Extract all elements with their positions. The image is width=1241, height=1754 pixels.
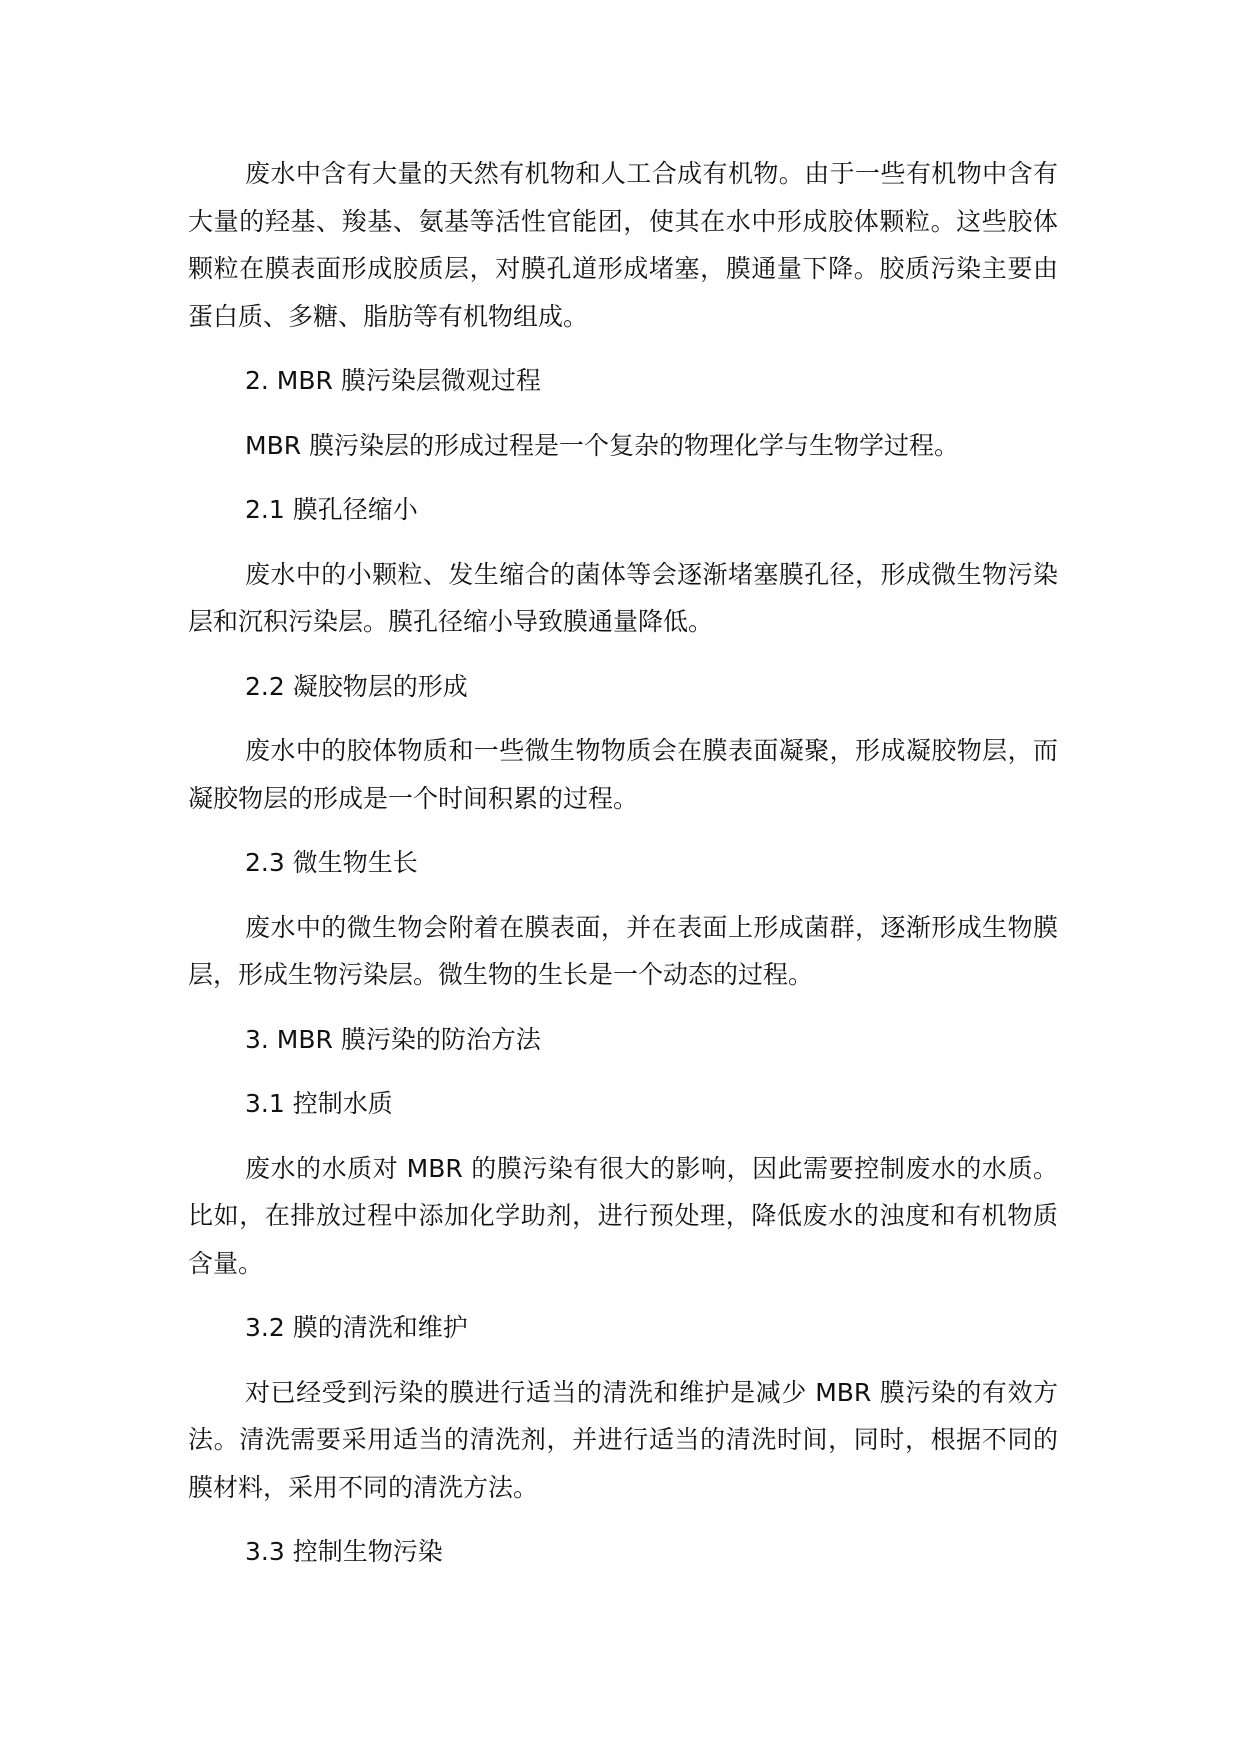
paragraph-section-2-2: 废水中的胶体物质和一些微生物物质会在膜表面凝聚，形成凝胶物层，而凝胶物层的形成是一个时间积累的过程。: [188, 736, 1058, 813]
heading-section-3-1: 3.1 控制水质: [245, 1089, 393, 1118]
heading-section-2-3: 2.3 微生物生长: [245, 848, 418, 877]
paragraph-section-2-intro: MBR 膜污染层的形成过程是一个复杂的物理化学与生物学过程。: [245, 430, 960, 460]
paragraph-colloid-pollution: 废水中含有大量的天然有机物和人工合成有机物。由于一些有机物中含有大量的羟基、羧基、氨基等活性官能团，使其在水中形成胶体颗粒。这些胶体颗粒在膜表面形成胶质层，对膜孔道形成堵塞，膜通量下降。胶质污染主要由蛋白质、多糖、脂肪等有机物组成。: [188, 159, 1058, 331]
heading-section-2-1: 2.1 膜孔径缩小: [245, 495, 418, 524]
heading-section-3: 3. MBR 膜污染的防治方法: [245, 1024, 541, 1054]
heading-section-3-2: 3.2 膜的清洗和维护: [245, 1313, 468, 1342]
paragraph-section-2-3: 废水中的微生物会附着在膜表面，并在表面上形成菌群，逐渐形成生物膜层，形成生物污染层。微生物的生长是一个动态的过程。: [188, 912, 1058, 989]
paragraph-section-2-1: 废水中的小颗粒、发生缩合的菌体等会逐渐堵塞膜孔径，形成微生物污染层和沉积污染层。膜孔径缩小导致膜通量降低。: [188, 559, 1058, 636]
heading-section-3-3: 3.3 控制生物污染: [245, 1537, 443, 1566]
heading-section-2: 2. MBR 膜污染层微观过程: [245, 366, 541, 395]
document-page: [188, 150, 1058, 1593]
heading-section-2-2: 2.2 凝胶物层的形成: [245, 671, 468, 701]
paragraph-section-3-2: 对已经受到污染的膜进行适当的清洗和维护是减少 MBR 膜污染的有效方法。清洗需要采用适当的清洗剂，并进行适当的清洗时间，同时，根据不同的膜材料，采用不同的清洗方法。: [188, 1377, 1058, 1502]
paragraph-section-3-1: 废水的水质对 MBR 的膜污染有很大的影响，因此需要控制废水的水质。比如，在排放过程中添加化学助剂，进行预处理，降低废水的浊度和有机物质含量。: [188, 1153, 1058, 1278]
